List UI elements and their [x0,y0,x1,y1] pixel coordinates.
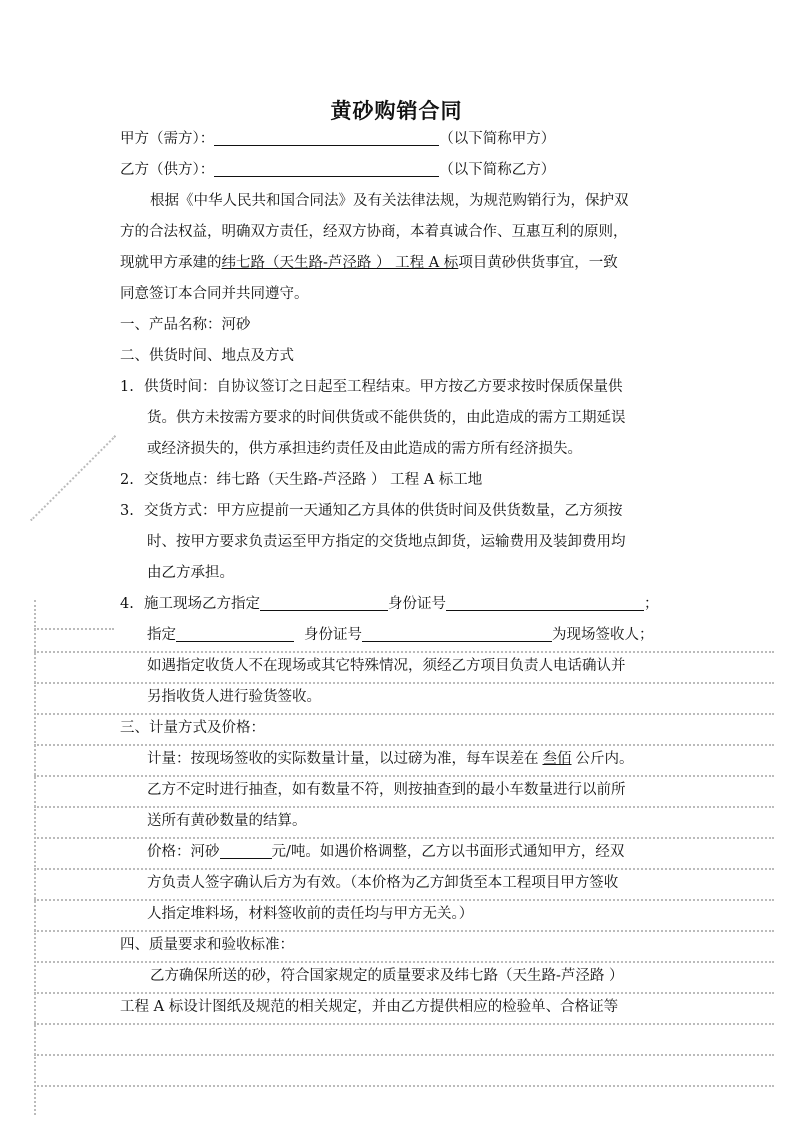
item-4-line-4: 另指收货人进行验货签收。 [147,689,321,705]
measure-line-3: 送所有黄砂数量的结算。 [147,813,307,829]
intro-line-3-pre: 现就甲方承建的 [120,255,222,271]
item-3-number: 3. [120,503,134,519]
dotted-guide [34,837,774,839]
price-line-3: 人指定堆料场，材料签收前的责任均与甲方无关。） [147,906,474,922]
party-b-line [120,160,555,180]
item-1-number: 1. [120,379,134,395]
intro-line-3 [120,253,618,273]
item-1-line-1 [120,377,623,397]
party-a-label: 甲方（需方）： [120,131,215,147]
item-4-line-3: 如遇指定收货人不在现场或其它特殊情况，须经乙方项目负责人电话确认并 [147,658,626,674]
measure-text: 计量：按现场签收的实际数量计量，以过磅为准，每车误差在 [147,751,539,767]
dotted-guide-vertical [34,600,36,1115]
item-3-line-1 [120,501,623,521]
price-label: 价格：河砂 [147,844,220,860]
dotted-guide [34,651,774,653]
item-1-line-2: 货。供方未按需方要求的时间供货或不能供货的，由此造成的需方工期延误 [147,410,626,426]
section-2-heading: 二、供货时间、地点及方式 [120,348,294,364]
intro-line-1: 根据《中华人民共和国合同法》及有关法律法规，为规范购销行为，保护双 [150,193,629,209]
dotted-guide [34,930,774,932]
party-a-line [120,129,555,149]
dotted-guide [34,868,774,870]
section-4-heading: 四、质量要求和验收标准： [120,937,294,953]
dotted-guide [34,806,774,808]
party-b-note: （以下简称乙方） [439,162,556,178]
receiver-label: 为现场签收人； [552,627,654,643]
dotted-guide [34,961,774,963]
dotted-guide [34,1054,774,1056]
item-4-line-1 [120,594,659,614]
designee-label: 施工现场乙方指定 [144,596,260,612]
intro-line-3-post: 项目黄砂供货事宜，一致 [458,255,618,271]
tolerance-value: 叁佰 [542,751,572,767]
id-label-1: 身份证号 [388,596,446,612]
price-line-1 [147,842,624,862]
dotted-guide-diagonal [30,435,116,521]
measure-line-2: 乙方不定时进行抽查，如有数量不符，则按抽查到的最小车数量进行以前所 [147,782,626,798]
item-4-semicolon: ； [644,596,659,612]
item-1-line-3: 或经济损失的，供方承担违约责任及由此造成的需方所有经济损失。 [147,441,582,457]
party-a-note: （以下简称甲方） [439,131,556,147]
item-3-text: 交货方式：甲方应提前一天通知乙方具体的供货时间及供货数量，乙方须按 [144,503,623,519]
id-2-blank[interactable] [362,625,552,642]
intro-line-2: 方的合法权益，明确双方责任，经双方协商，本着真诚合作、互惠互利的原则， [120,224,628,240]
item-4-line-2 [147,625,654,645]
dotted-guide [34,1085,774,1087]
dotted-guide [34,628,114,630]
price-line-2: 方负责人签字确认后方为有效。（本价格为乙方卸货至本工程项目甲方签收 [147,875,619,891]
item-3-line-2: 时、按甲方要求负责运至甲方指定的交货地点卸货，运输费用及装卸费用均 [147,534,626,550]
item-3-line-3: 由乙方承担。 [147,565,234,581]
party-b-blank[interactable] [214,160,439,177]
party-b-label: 乙方（供方）： [120,162,215,178]
dotted-guide [34,899,774,901]
dotted-guide [34,682,774,684]
item-2-number: 2. [120,472,134,488]
measure-line-1 [147,749,634,769]
dotted-guide [34,744,774,746]
item-2-text: 交货地点：纬七路（天生路-芦泾路 ） 工程 A 标工地 [144,472,483,488]
id-1-blank[interactable] [446,594,644,611]
id-label-2: 身份证号 [304,627,362,643]
quality-line-1: 乙方确保所送的砂，符合国家规定的质量要求及纬七路（天生路-芦泾路 ） [150,968,624,984]
intro-line-4: 同意签订本合同并共同遵守。 [120,286,309,302]
document-title: 黄砂购销合同 [330,98,463,123]
price-blank[interactable] [220,842,272,859]
party-a-blank[interactable] [214,129,439,146]
section-1-heading: 一、产品名称：河砂 [120,317,251,333]
dotted-guide [34,992,774,994]
designee-2-blank[interactable] [176,625,294,642]
item-2-line [120,470,482,490]
item-4-number: 4. [120,596,134,612]
price-text: 元/吨。如遇价格调整，乙方以书面形式通知甲方，经双 [271,844,625,860]
section-3-heading: 三、计量方式及价格： [120,720,265,736]
quality-line-2: 工程 A 标设计图纸及规范的相关规定，并由乙方提供相应的检验单、合格证等 [120,999,619,1015]
dotted-guide [34,775,774,777]
project-name: 纬七路（天生路-芦泾路 ） 工程 A 标 [221,255,459,271]
item-1-text: 供货时间：自协议签订之日起至工程结束。甲方按乙方要求按时保质保量供 [144,379,623,395]
dotted-guide [34,713,774,715]
designee-1-blank[interactable] [260,594,388,611]
designee-2-label: 指定 [147,627,176,643]
measure-unit: 公斤内。 [575,751,634,767]
dotted-guide [34,1023,774,1025]
